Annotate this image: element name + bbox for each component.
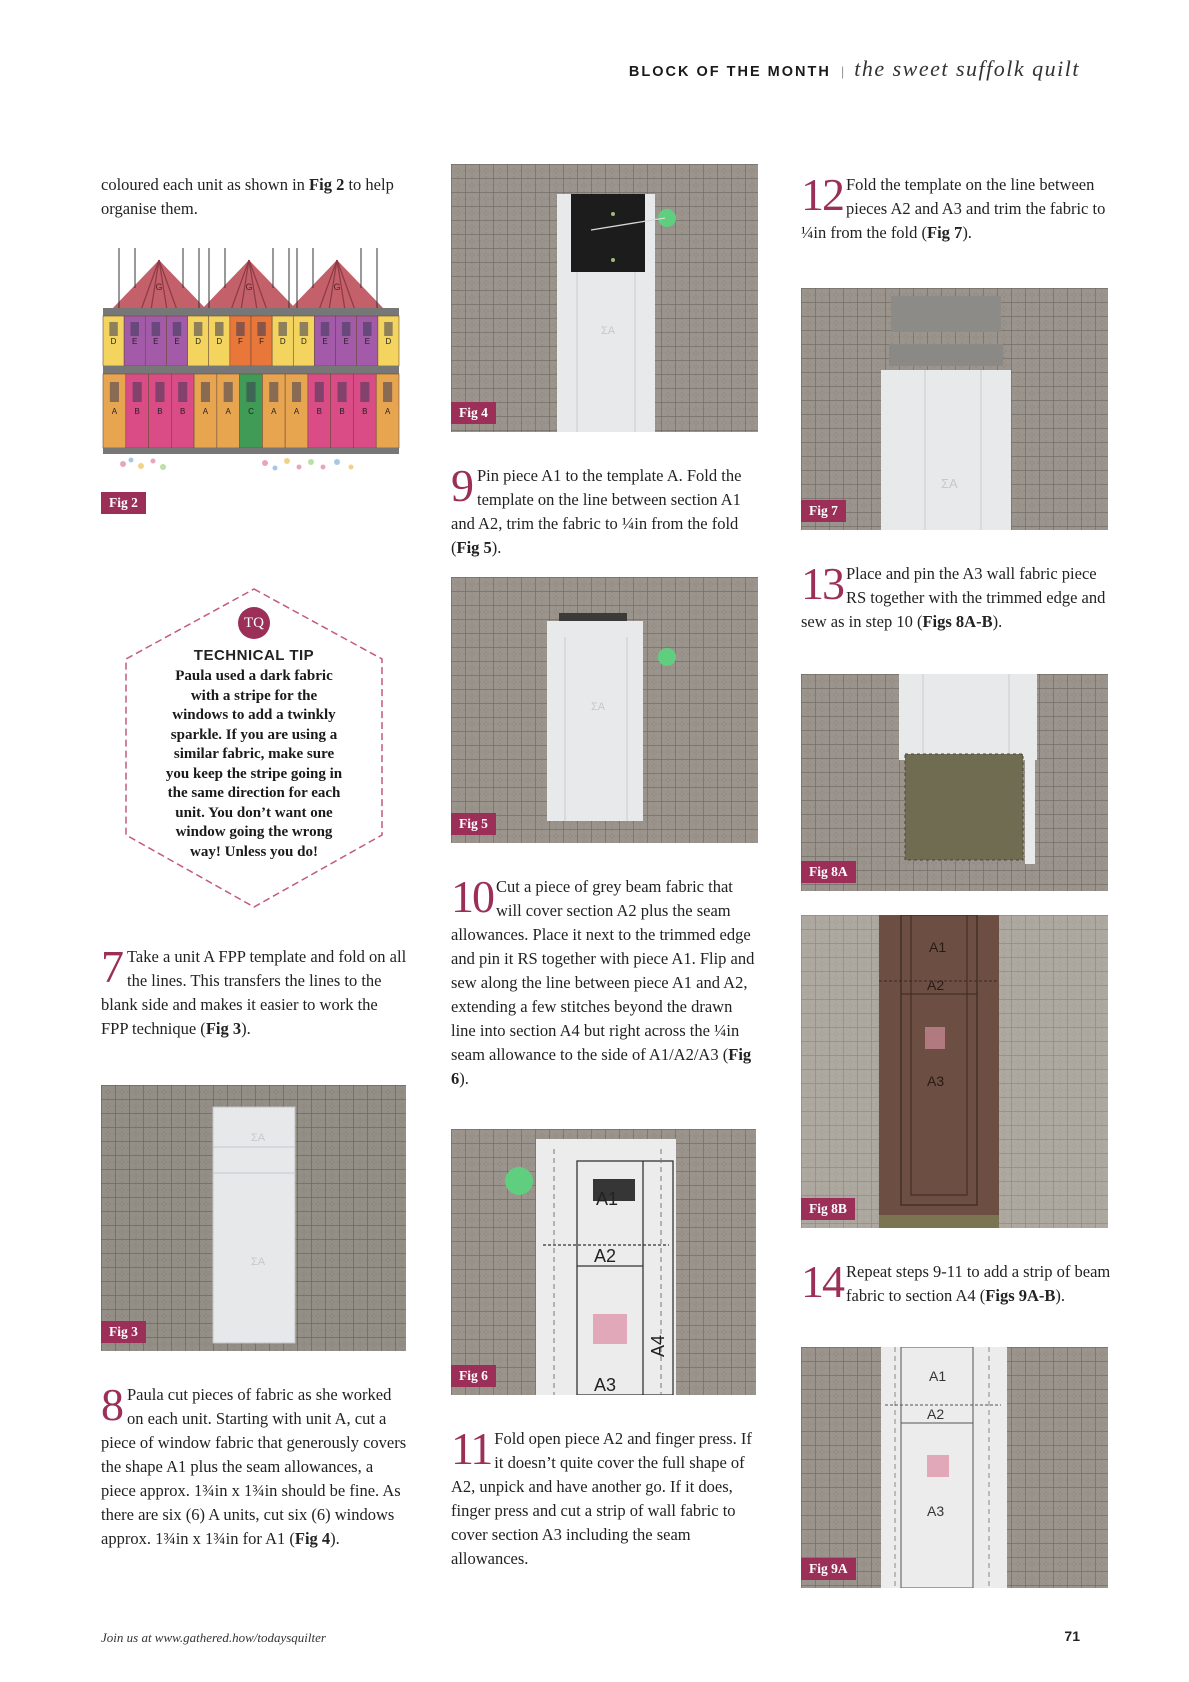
window-shape: [300, 322, 308, 336]
window-shape: [315, 382, 324, 402]
series-title: the sweet suffolk quilt: [854, 56, 1080, 81]
window-shape: [257, 322, 265, 336]
window-shape: [384, 322, 392, 336]
unit-letter: F: [259, 337, 265, 346]
fig5-photo: [451, 577, 758, 843]
window-shape: [133, 382, 142, 402]
unit-letter: D: [279, 337, 286, 346]
window-shape: [109, 322, 117, 336]
unit-letter: D: [385, 337, 392, 346]
intro-text-end: to help organise them.: [101, 175, 394, 218]
step-7: 7 Take a unit A FPP template and fold on all the lines. This transfers the lines to the blank side and makes it easier to work the FPP technique (Fig 3).: [101, 941, 407, 1038]
window-shape: [383, 382, 392, 402]
step-9: 9 Pin piece A1 to the template A. Fold the template on the line between section A1 and A2, trim the fabric to ¼in from the fold (Fig 5).: [451, 460, 742, 557]
step-14: 14 Repeat steps 9-11 to add a strip of beam fabric to section A4 (Figs 9A-B).: [801, 1256, 1111, 1307]
svg-text:A3: A3: [594, 1375, 617, 1395]
fig8a-label: Fig 8A: [801, 861, 856, 883]
window-shape: [360, 382, 369, 402]
fig7-photo: [801, 288, 1108, 530]
svg-text:A1: A1: [929, 939, 947, 955]
unit-letter: C: [248, 407, 254, 416]
tq-badge: TQ: [238, 607, 270, 639]
wall-fabric-sewn: [801, 915, 1108, 1228]
window-shape: [201, 382, 210, 402]
window-shape: [155, 382, 164, 402]
fig8b-photo: [801, 915, 1108, 1228]
svg-text:A2: A2: [927, 1406, 945, 1422]
unit-letter: A: [293, 407, 300, 416]
folded-template: [451, 577, 758, 843]
svg-text:G: G: [245, 282, 253, 292]
intro-text: coloured each unit as shown in: [101, 175, 310, 194]
unit-letter: D: [216, 337, 223, 346]
fig4-label: Fig 4: [451, 402, 496, 424]
svg-text:A1: A1: [929, 1368, 947, 1384]
svg-text:ΣA: ΣA: [601, 325, 616, 337]
upper-storey-row: [103, 316, 399, 366]
svg-text:ΣA: ΣA: [251, 1256, 266, 1268]
unit-letter: B: [157, 407, 163, 416]
house-block-diagram: [101, 248, 401, 548]
fig6-label: Fig 6: [451, 1365, 496, 1387]
window-shape: [236, 322, 244, 336]
fig9a-photo: [801, 1347, 1108, 1588]
unit-letter: A: [225, 407, 231, 416]
window-shape: [292, 382, 301, 402]
intro-paragraph: [101, 173, 411, 221]
step-number: 11: [451, 1423, 492, 1474]
fig3-photo: [101, 1085, 406, 1351]
step-number: 8: [101, 1379, 124, 1430]
fig7-label: Fig 7: [801, 500, 846, 522]
step-12: 12 Fold the template on the line between pieces A2 and A3 and trim the fabric to ¼in from the fold (Fig 7).: [801, 169, 1106, 242]
window-shape: [152, 322, 160, 336]
window-shape: [130, 322, 138, 336]
svg-text:ΣA: ΣA: [591, 701, 606, 713]
fig8a-photo: [801, 674, 1108, 891]
gable-roofs: [111, 248, 385, 310]
unit-letter: E: [343, 337, 349, 346]
tip-body: Paula used a dark fabric with a stripe for the windows to add a twinkly sparkle. If you are using a similar fabric, make sure you keep the stripe going in the same direction for each unit. You don’t want one window going the wrong way! Unless you do!: [165, 668, 343, 860]
unit-letter: E: [132, 337, 138, 346]
unit-letter: B: [362, 407, 368, 416]
window-shape: [342, 322, 350, 336]
section-name: BLOCK OF THE MONTH: [628, 64, 831, 80]
unit-letter: A: [111, 407, 118, 416]
unit-letter: E: [174, 337, 180, 346]
unit-letter: A: [271, 407, 277, 416]
window-shape: [246, 382, 255, 402]
fig2-illustration: [101, 248, 401, 548]
window-shape: [269, 382, 278, 402]
unit-letter: B: [316, 407, 322, 416]
svg-text:G: G: [333, 282, 341, 292]
unit-letter: A: [384, 407, 391, 416]
step-11: 11 Fold open piece A2 and finger press. If it doesn’t quite cover the full shape of A2, unpick and have another go. If it does, finger press and cut a strip of wall fabric to cover section A3 including the seam allowances.: [451, 1423, 752, 1568]
step-number: 12: [801, 169, 843, 220]
unit-letter: E: [153, 337, 159, 346]
svg-text:ΣA: ΣA: [251, 1132, 266, 1144]
template-printed-side: [451, 1129, 756, 1395]
technical-tip-box: [121, 583, 387, 913]
flower-border: [120, 458, 354, 471]
template-with-window-fabric: [451, 164, 758, 432]
template-section-a4: [801, 1347, 1108, 1588]
step-number: 10: [451, 871, 493, 922]
step-number: 9: [451, 460, 474, 511]
unit-letter: D: [110, 337, 117, 346]
unit-letter: A: [202, 407, 209, 416]
window-shape: [278, 322, 286, 336]
running-header: [629, 56, 1080, 82]
unit-letter: D: [300, 337, 307, 346]
window-shape: [173, 322, 181, 336]
window-shape: [321, 322, 329, 336]
unit-letter: F: [237, 337, 243, 346]
fig3-label: Fig 3: [101, 1321, 146, 1343]
step-number: 14: [801, 1256, 843, 1307]
svg-text:G: G: [155, 282, 163, 292]
unit-letter: B: [180, 407, 186, 416]
svg-text:A1: A1: [596, 1189, 619, 1209]
svg-text:ΣA: ΣA: [941, 476, 958, 491]
window-shape: [224, 382, 233, 402]
step-13: 13 Place and pin the A3 wall fabric piece RS together with the trimmed edge and sew as in step 10 (Figs 8A-B).: [801, 558, 1106, 631]
window-shape: [194, 322, 202, 336]
step-number: 13: [801, 558, 843, 609]
trimmed-fabric: [801, 288, 1108, 530]
unit-letter: E: [364, 337, 370, 346]
ground-floor-row: [103, 374, 399, 448]
fig8b-label: Fig 8B: [801, 1198, 855, 1220]
unit-letter: E: [322, 337, 328, 346]
page-number: 71: [1064, 1628, 1080, 1644]
svg-text:A2: A2: [927, 977, 945, 993]
unit-letter: B: [134, 407, 140, 416]
tip-heading: TECHNICAL TIP: [193, 647, 315, 664]
footer-url: Join us at www.gathered.how/todaysquilter: [101, 1630, 326, 1645]
fig-ref: Fig 2: [309, 175, 345, 194]
unit-letter: D: [195, 337, 202, 346]
window-shape: [215, 322, 223, 336]
window-shape: [178, 382, 187, 402]
fig9a-label: Fig 9A: [801, 1558, 856, 1580]
unit-letter: B: [339, 407, 345, 416]
window-shape: [363, 322, 371, 336]
fig2-label: Fig 2: [101, 492, 146, 514]
step-10: 10 Cut a piece of grey beam fabric that will cover section A2 plus the seam allowances. Place it next to the trimmed edge and pin it RS together with piece A1. Flip and sew along the line between piece A1 and A2, extending a few stitches beyond the drawn line into section A4 but right across the ¼in seam allowance to the side of A1/A2/A3 (Fig 6).: [451, 871, 755, 1088]
header-separator: |: [840, 64, 845, 79]
fig4-photo: [451, 164, 758, 432]
fig5-label: Fig 5: [451, 813, 496, 835]
fig6-photo: [451, 1129, 756, 1395]
svg-text:A2: A2: [594, 1246, 617, 1266]
window-shape: [338, 382, 347, 402]
window-shape: [110, 382, 119, 402]
cutting-mat-photo: [101, 1085, 406, 1351]
wall-fabric-pinned: [801, 674, 1108, 891]
step-8: 8 Paula cut pieces of fabric as she worked on each unit. Starting with unit A, cut a piece of window fabric that generously covers the shape A1 plus the seam allowances, a piece approx. 1¾in x 1¾in should be fine. As there are six (6) A units, cut six (6) windows approx. 1¾in x 1¾in for A1 (Fig 4).: [101, 1379, 407, 1548]
step-number: 7: [101, 941, 124, 992]
svg-text:A3: A3: [927, 1073, 945, 1089]
svg-text:A4: A4: [648, 1334, 668, 1357]
svg-text:A3: A3: [927, 1503, 945, 1519]
